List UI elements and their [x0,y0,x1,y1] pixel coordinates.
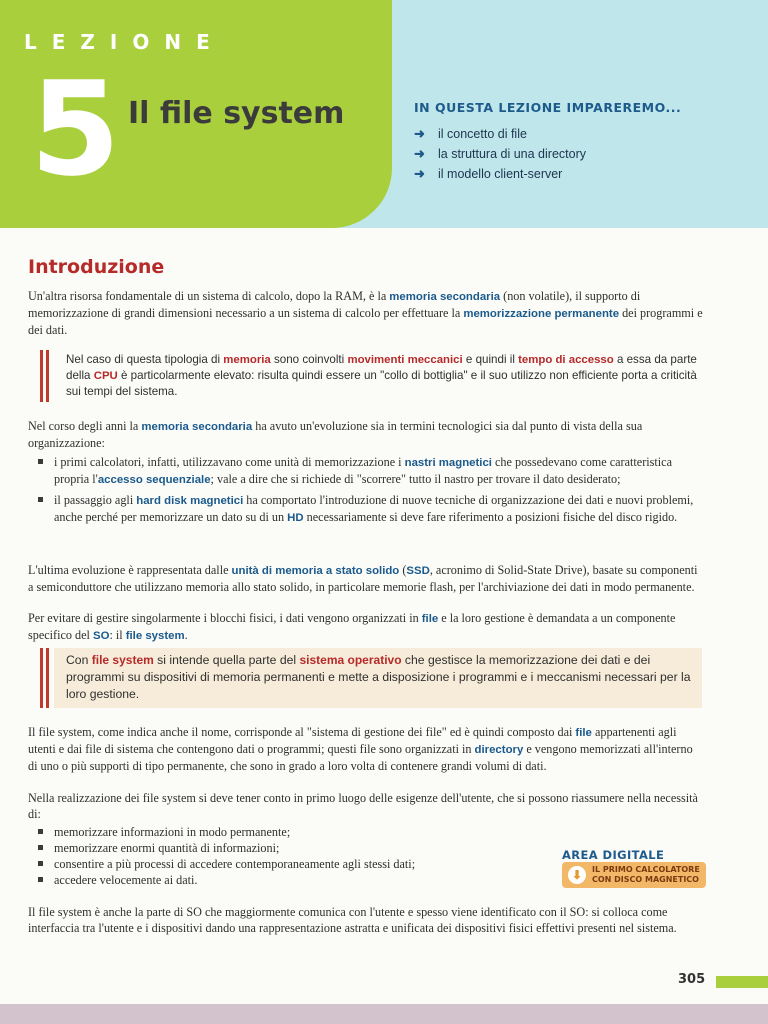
objectives-list [414,124,586,184]
digital-area-label: IL PRIMO CALCOLATORE CON DISCO MAGNETICO [592,865,700,884]
section-heading: Introduzione [28,256,165,278]
list-item: memorizzare enormi quantità di informazioni; [38,840,558,856]
objective-item: ➜ la struttura di una directory [414,146,586,161]
paragraph-4: Per evitare di gestire singolarmente i blocchi fisici, i dati vengono organizzati in file e la loro gestione è demandata a un componente specifico del SO: il file system. [28,611,676,642]
lesson-label: LEZIONE [24,30,225,54]
callout-text: Nel caso di questa tipologia di memoria sono coinvolti movimenti meccanici e quindi il tempo di accesso a essa da parte della CPU è particolarmente elevato: risulta quindi essere un "collo di bottiglia" e il suo utilizzo non efficiente porta a criticità sui tempi del sistema. [66,353,697,398]
lesson-title: Il file system [128,96,345,131]
list-item: memorizzare informazioni in modo permanente; [38,824,558,840]
arrow-right-icon: ➜ [414,126,425,141]
list-item: consentire a più processi di accedere contemporaneamente agli stessi dati; [38,856,558,872]
objectives-heading: IN QUESTA LEZIONE IMPAREREMO... [414,100,682,115]
callout-note [40,350,700,406]
callout-bar [46,350,49,402]
paragraph-2: Nel corso degli anni la memoria secondaria ha avuto un'evoluzione sia in termini tecnologici sia dal punto di vista della sua organizzazione: [28,419,643,450]
paragraph-1: Un'altra risorsa fondamentale di un sistema di calcolo, dopo la RAM, è la memoria secondaria (non volatile), il supporto di memorizzazione di grandi dimensioni necessario a un sistema di calcolo per effettuare la memorizzazione permanente dei programmi e dei dati. [28,289,703,337]
definition-box [40,648,702,710]
page-bottom-edge [0,1004,768,1024]
paragraph-3: L'ultima evoluzione è rappresentata dalle unità di memoria a stato solido (SSD, acronimo di Solid-State Drive), basate su componenti a semiconduttore che utilizzano memoria allo stato solido, in particolare memorie flash, per l'archiviazione dei dati in modo permanente. [28,563,698,594]
paragraph-6: Nella realizzazione dei file system si deve tener conto in primo luogo delle esigenze dell'utente, che si possono riassumere nella necessità di: [28,791,698,821]
bullet-list-2 [38,824,558,888]
digital-area-title: AREA DIGITALE [562,848,665,862]
definition-bar [46,648,49,708]
download-icon: ⬇ [568,866,586,884]
page-number: 305 [678,972,706,987]
objective-item: ➜ il modello client-server [414,166,563,181]
list-item: i primi calcolatori, infatti, utilizzavano come unità di memorizzazione i nastri magnetici che possedevano come caratteristica propria l'accesso sequenziale; vale a dire che si richiede di "scorrere" tutto il nastro per trovare il dato desiderato; [38,454,704,488]
paragraph-7: Il file system è anche la parte di SO che maggiormente comunica con l'utente e spesso viene identificato con il SO: si colloca come interfaccia tra l'utente e i dispositivi dando una rappresentazione astratta e unificata dei dispositivi fisici effettivi presenti nel sistema. [28,905,677,935]
page-number-bar [716,976,768,988]
definition-bar [40,648,43,708]
digital-area-link[interactable] [562,862,706,888]
list-item: il passaggio agli hard disk magnetici ha comportato l'introduzione di nuove tecniche di organizzazione dei dati e nuovi problemi, anche perché per memorizzare un dato su di un HD necessariamente si deve fare riferimento a posizioni fisiche del disco rigido. [38,492,704,526]
paragraph-5: Il file system, come indica anche il nome, corrisponde al "sistema di gestione dei file" ed è quindi composto dai file appartenenti agli utenti e dai file di sistema che contengono dati o programmi; questi file sono organizzati in directory e vengono memorizzati all'interno di uno o più supporti di tipo permanente, che sono in grado a loro volta di contenere grandi volumi di dati. [28,725,693,773]
definition-text: Con file system si intende quella parte del sistema operativo che gestisce la memorizzazione dei dati e dei programmi su dispositivi di memoria permanenti e mette a disposizione i programmi e i meccanismi necessari per la loro gestione. [66,653,691,701]
lesson-number: 5 [30,53,121,205]
callout-bar [40,350,43,402]
arrow-right-icon: ➜ [414,166,425,181]
arrow-right-icon: ➜ [414,146,425,161]
list-item: accedere velocemente ai dati. [38,872,558,888]
objective-item: ➜ il concetto di file [414,126,527,141]
bullet-list-1 [38,454,704,526]
